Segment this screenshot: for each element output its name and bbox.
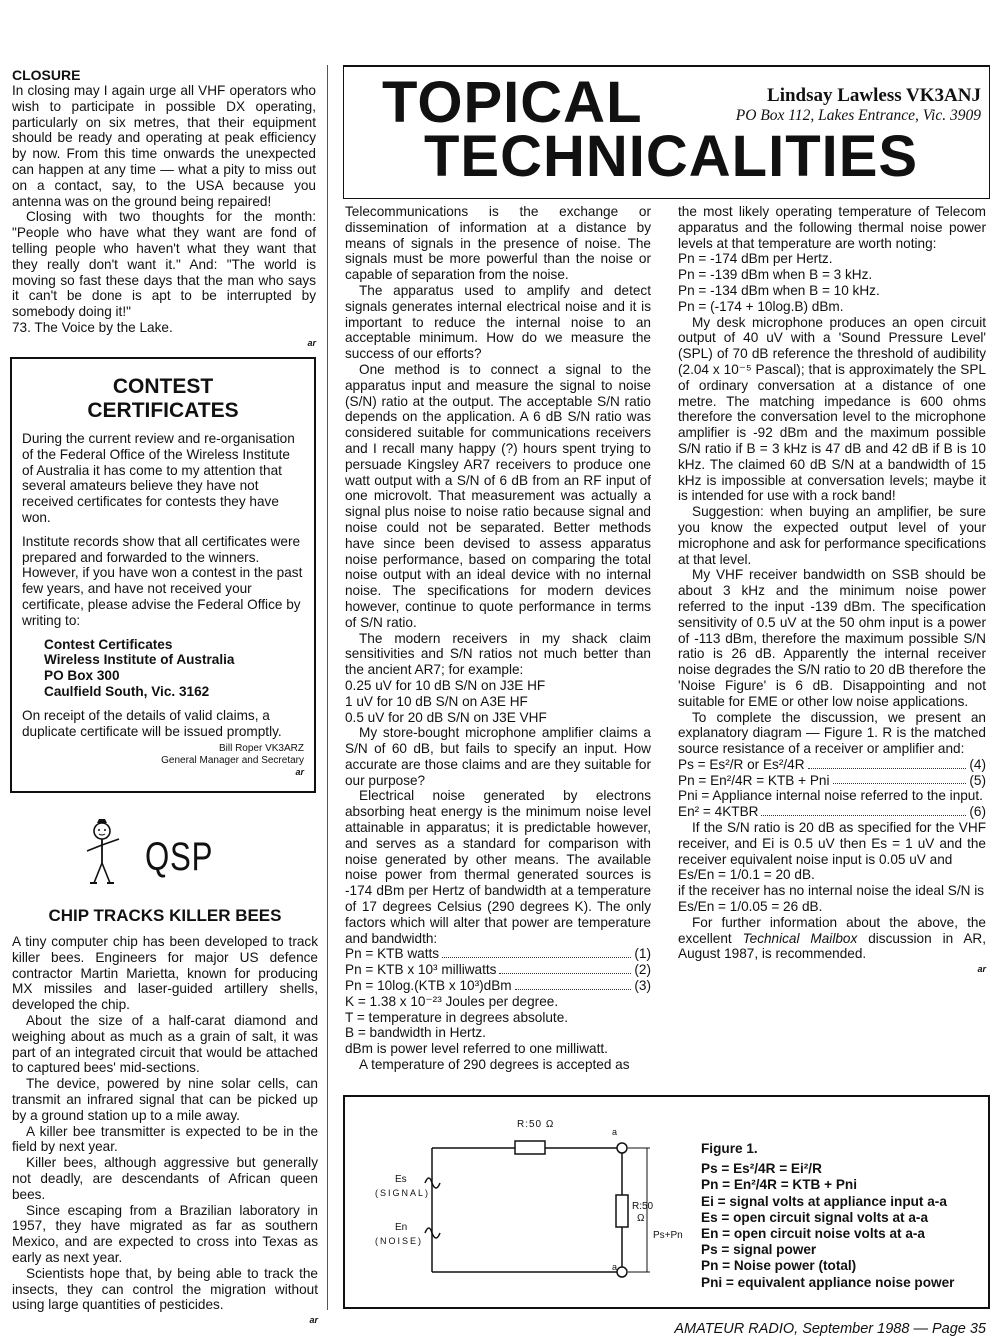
equation-number: (6): [969, 804, 986, 820]
contest-certificates-box: [10, 357, 316, 793]
qsp-logo-text: QSP: [145, 835, 214, 879]
body-paragraph: To complete the discussion, we present an explanatory diagram — Figure 1. R is the matched source resistance of a receiver or amplifier and:: [678, 709, 986, 757]
contest-title-line: CERTIFICATES: [87, 399, 239, 422]
body-paragraph: A temperature of 290 degrees is accepted as: [359, 1057, 630, 1073]
equation-text: Pn = En²/4R = KTB + Pni: [678, 772, 830, 788]
end-mark: ar: [295, 767, 304, 778]
legend-line: Ps = signal power: [701, 1242, 817, 1258]
contest-title: [12, 375, 314, 423]
equation-number: (5): [969, 772, 986, 788]
text-run-italic: Technical Mailbox: [742, 930, 858, 946]
label-a: a: [612, 1262, 618, 1272]
stick-figure-icon: [75, 815, 135, 887]
load-resistor: [616, 1195, 628, 1227]
contest-paragraph: On receipt of the details of valid claims, a duplicate certificate will be issued promptly.: [22, 707, 282, 739]
body-paragraph: The modern receivers in my shack claim sensitivities and S/N ratios not much better than the ancient AR7; for example:: [345, 630, 651, 678]
body-paragraph: Telecommunications is the exchange or dissemination of information at a distance by means of signals in the presence of noise. The signals must be more powerful than the noise or capable of separation from the noise.: [345, 204, 651, 283]
signature-title: General Manager and Secretary: [161, 755, 304, 767]
spec-line: 0.25 uV for 10 dB S/N on J3E HF: [345, 677, 546, 693]
terminal-a-top: [617, 1143, 627, 1153]
legend-line: Es = open circuit signal volts at a-a: [701, 1209, 929, 1225]
figure-title: Figure 1.: [701, 1141, 758, 1156]
label-en: En: [395, 1222, 408, 1233]
end-mark: ar: [309, 1315, 318, 1326]
end-mark: ar: [307, 337, 316, 348]
article-paragraph: A killer bee transmitter is expected to be in the field by next year.: [12, 1123, 318, 1155]
equation-text: Pn = KTB watts: [345, 946, 440, 962]
title-technicalities: TECHNICALITIES: [424, 124, 919, 189]
equation: [678, 773, 986, 789]
label-ohm: Ω: [637, 1213, 645, 1224]
address-line: PO Box 300: [44, 668, 120, 684]
legend-line: Pni = equivalent appliance noise power: [701, 1274, 955, 1290]
figure-legend: [701, 1141, 954, 1291]
main-column-2: [678, 204, 986, 974]
body-paragraph: My VHF receiver bandwidth on SSB should be about 3 kHz and the minimum noise power referred to the input -139 dBm. The specification sensitivity of 0.5 uV at the 50 ohm input is a power of -113 dBm, therefore the maximum possible S/N ratio is 26 dB. Apparently the internal receiver noise degrades the S/N ratio to 20 dB therefore the 'Noise Figure' is 6 dB. Disappointing and not suitable for EME or other low noise applications.: [678, 567, 986, 709]
address-line: Wireless Institute of Australia: [44, 652, 235, 668]
label-r-top: R:50 Ω: [517, 1119, 555, 1130]
author-name: Lindsay Lawless VK3ANJ: [767, 85, 981, 106]
contest-paragraph: During the current review and re-organisation of the Federal Office of the Wireless Institute of Australia it has come to my attention that several amateurs believe they have not received certificates for contests they have won.: [22, 431, 295, 525]
equation: [345, 962, 651, 978]
equation-number: (2): [634, 962, 651, 978]
label-es: Es: [395, 1174, 407, 1185]
article-paragraph: The device, powered by nine solar cells, can transmit an infrared signal that can be picked up by a ground station up to a mile away.: [12, 1076, 318, 1123]
definition-line: B = bandwidth in Hertz.: [345, 1025, 486, 1041]
signature-name: Bill Roper VK3ARZ: [218, 743, 304, 755]
page-footer: AMATEUR RADIO, September 1988 — Page 35: [674, 1321, 986, 1337]
noise-level-line: Pn = -139 dBm when B = 3 kHz.: [678, 267, 873, 283]
equation-text: Ps = Es²/R or Es²/4R: [678, 756, 805, 772]
address-line: Caulfield South, Vic. 3162: [44, 683, 210, 699]
equation: [345, 946, 651, 962]
body-paragraph: The apparatus used to amplify and detect signals generates internal electrical noise and it is important to reduce the internal noise to an acceptable minimum. How do we measure the success of our efforts?: [345, 282, 651, 362]
body-paragraph: If the S/N ratio is 20 dB as specified for the VHF receiver, and Ei is 0.5 uV then Es = 1 uV and the receiver equivalent noise input is 0.05 uV and: [678, 820, 986, 867]
body-paragraph: Pni = Appliance internal noise referred to the input.: [678, 788, 983, 804]
article-paragraph: Scientists hope that, by being able to track the insects, they can control the migration without using large quantities of pesticides.: [12, 1265, 318, 1313]
title-box: [343, 65, 990, 199]
label-pspn: Ps+Pn: [653, 1230, 683, 1241]
definition-line: dBm is power level referred to one milliwatt.: [345, 1041, 608, 1057]
noise-level-line: Pn = -174 dBm per Hertz.: [678, 251, 833, 267]
equation-text: En² = 4KTBR: [678, 804, 759, 820]
noise-level-line: Pn = -134 dBm when B = 10 kHz.: [678, 282, 880, 298]
closure-paragraph: Closing with two thoughts for the month: "People who have what they want are fond of telling people who haven't what they want that they really don't want it." And: "The world is moving so fast these days that the man who says it can't be done is apt to be interrupted by somebody doing it!": [12, 209, 316, 320]
end-mark: ar: [977, 964, 986, 975]
equation: [678, 804, 986, 820]
address-line: Contest Certificates: [44, 636, 173, 652]
body-paragraph: My desk microphone produces an open circuit output of 40 uV with a 'Sound Pressure Level' (SPL) of 70 dB reference the threshold of audibility (2.04 x 10⁻⁵ Pascal); that is approximately the SPL of ordinary conversation at a distance of one metre. The matching impedance is 600 ohms therefore the conversation level to the microphone amplifier is -92 dBm and the maximum possible S/N ratio if B = 3 kHz is 47 dB and 42 dB if B is 10 kHz. The claimed 60 dB S/N at a bandwidth of 15 kHz is impossible at conversation levels; maybe it is intended for use with a rock band!: [678, 314, 986, 504]
main-column-1: [345, 204, 651, 1073]
body-paragraph: the most likely operating temperature of Telecom apparatus and the following thermal noise power levels at that temperature are worth noting:: [678, 204, 986, 251]
equation-number: (1): [634, 946, 651, 962]
label-noise: (NOISE): [375, 1236, 424, 1246]
article-paragraph: Since escaping from a Brazilian laboratory in 1957, they have migrated as far as southern Mexico, and are expected to cross into Texas as early as next year.: [12, 1202, 318, 1265]
equation: [678, 757, 986, 773]
closure-signoff: 73. The Voice by the Lake.: [12, 319, 173, 335]
equation-number: (4): [969, 756, 986, 772]
text-run: For further information about the above, the excellent: [678, 914, 986, 946]
contest-address: [44, 637, 304, 700]
definition-line: T = temperature in degrees absolute.: [345, 1009, 569, 1025]
spec-line: 1 uV for 10 dB S/N on A3E HF: [345, 693, 528, 709]
legend-line: Pn = Noise power (total): [701, 1258, 857, 1274]
article-headline: CHIP TRACKS KILLER BEES: [48, 906, 282, 925]
equation-number: (3): [634, 978, 651, 994]
body-paragraph: One method is to connect a signal to the apparatus input and measure the signal to noise (S/N) ratio at the output. The acceptable S/N ratio depends on the application. A 6 dB S/N ratio was considered suitable for communications receivers and I recall many happy (?) hours spent trying to persuade Kingsley AR7 receivers to produce one watt output with a S/N of 6 dB from an RF input of one microvolt. That measurement was actually a signal plus noise to noise ratio because signal and noise could not be separated. Better methods have since been devised to assess apparatus noise performance, based on comparing the total noise output with an ideal device with no internal noise. The specifications for modern devices however, continue to quote performance in terms of S/N ratio.: [345, 361, 651, 630]
legend-line: Ps = Es²/4R = Ei²/R: [701, 1161, 822, 1177]
label-signal: (SIGNAL): [375, 1188, 431, 1198]
equation-text: Pn = 10log.(KTB x 10³)dBm: [345, 978, 512, 994]
closure-heading: CLOSURE: [12, 67, 81, 83]
qsp-logo: [75, 815, 215, 890]
title-topical: TOPICAL: [382, 70, 643, 135]
article-paragraph: A tiny computer chip has been developed to track killer bees. Engineers for major US defence contractor Martin Marietta, known for producing MX missiles and laser-guided artillery shells, developed the chip.: [12, 934, 318, 1013]
contest-title-line: CONTEST: [112, 375, 214, 398]
definition-line: K = 1.38 x 10⁻²³ Joules per degree.: [345, 993, 559, 1009]
noise-level-line: Pn = (-174 + 10log.B) dBm.: [678, 298, 844, 314]
article-paragraph: About the size of a half-carat diamond and weighing about as much as a grain of salt, it was part of an integrated circuit that would be attached to captured bees' mid-sections.: [12, 1012, 318, 1076]
body-paragraph: if the receiver has no internal noise the ideal S/N is: [678, 883, 985, 899]
equation-text: Pn = KTB x 10³ milliwatts: [345, 962, 497, 978]
label-r-side: R:50: [632, 1201, 654, 1212]
equation: [345, 978, 651, 994]
text-run: discussion in AR, August 1987, is recommended.: [678, 930, 986, 962]
legend-line: Pn = En²/4R = KTB + Pni: [701, 1177, 857, 1193]
closure-paragraph: In closing may I again urge all VHF operators who wish to participate in possible DX operating, particularly on six metres, that their equipment should be ready and operating at peak efficiency by now. From this time onwards the unexpected can happen at any time — what a pity to miss out on a contact, say, to the USA because you antenna was on the ground being repaired!: [12, 83, 316, 209]
contest-signature: [22, 743, 304, 767]
article-paragraph: Killer bees, although aggressive but generally not deadly, are descendants of African queen bees.: [12, 1155, 318, 1202]
body-paragraph: [678, 915, 986, 962]
body-paragraph: Electrical noise generated by electrons absorbing heat energy is the minimum noise level attainable in apparatus; it is predictable however, and serves as a standard for comparison with noise generated by other means. The available noise power from thermal generated sources is -174 dBm per Hertz of bandwidth at a temperature of 17 degrees Celsius (290 degrees K). The only factors which will alter that power are temperature and bandwidth:: [345, 788, 651, 946]
ratio-line: Es/En = 1/0.05 = 26 dB.: [678, 899, 823, 915]
label-a: a: [612, 1127, 618, 1137]
chip-tracks-article: [12, 906, 318, 1325]
column-divider: [327, 65, 328, 1310]
closure-section: [12, 67, 316, 348]
ratio-line: Es/En = 1/0.1 = 20 dB.: [678, 867, 815, 883]
spec-line: 0.5 uV for 20 dB S/N on J3E VHF: [345, 709, 547, 725]
legend-line: En = open circuit noise volts at a-a: [701, 1226, 925, 1242]
series-resistor: [515, 1141, 545, 1154]
body-paragraph: Suggestion: when buying an amplifier, be sure you know the expected output level of your microphone and ask for performance specifications at that level.: [678, 504, 986, 567]
figure-box: [343, 1095, 990, 1309]
legend-line: Ei = signal volts at appliance input a-a: [701, 1193, 947, 1209]
body-paragraph: My store-bought microphone amplifier claims a S/N of 60 dB, but fails to specify an input. How accurate are those claims and are they suitable for our purpose?: [345, 725, 651, 788]
author-address: PO Box 112, Lakes Entrance, Vic. 3909: [735, 107, 981, 124]
terminal-a-bottom: [617, 1267, 627, 1277]
contest-paragraph: Institute records show that all certificates were prepared and forwarded to the winners. However, if you have won a contest in the past few years, and have not received your certificate, please advise the Federal Office by writing to:: [22, 533, 303, 628]
